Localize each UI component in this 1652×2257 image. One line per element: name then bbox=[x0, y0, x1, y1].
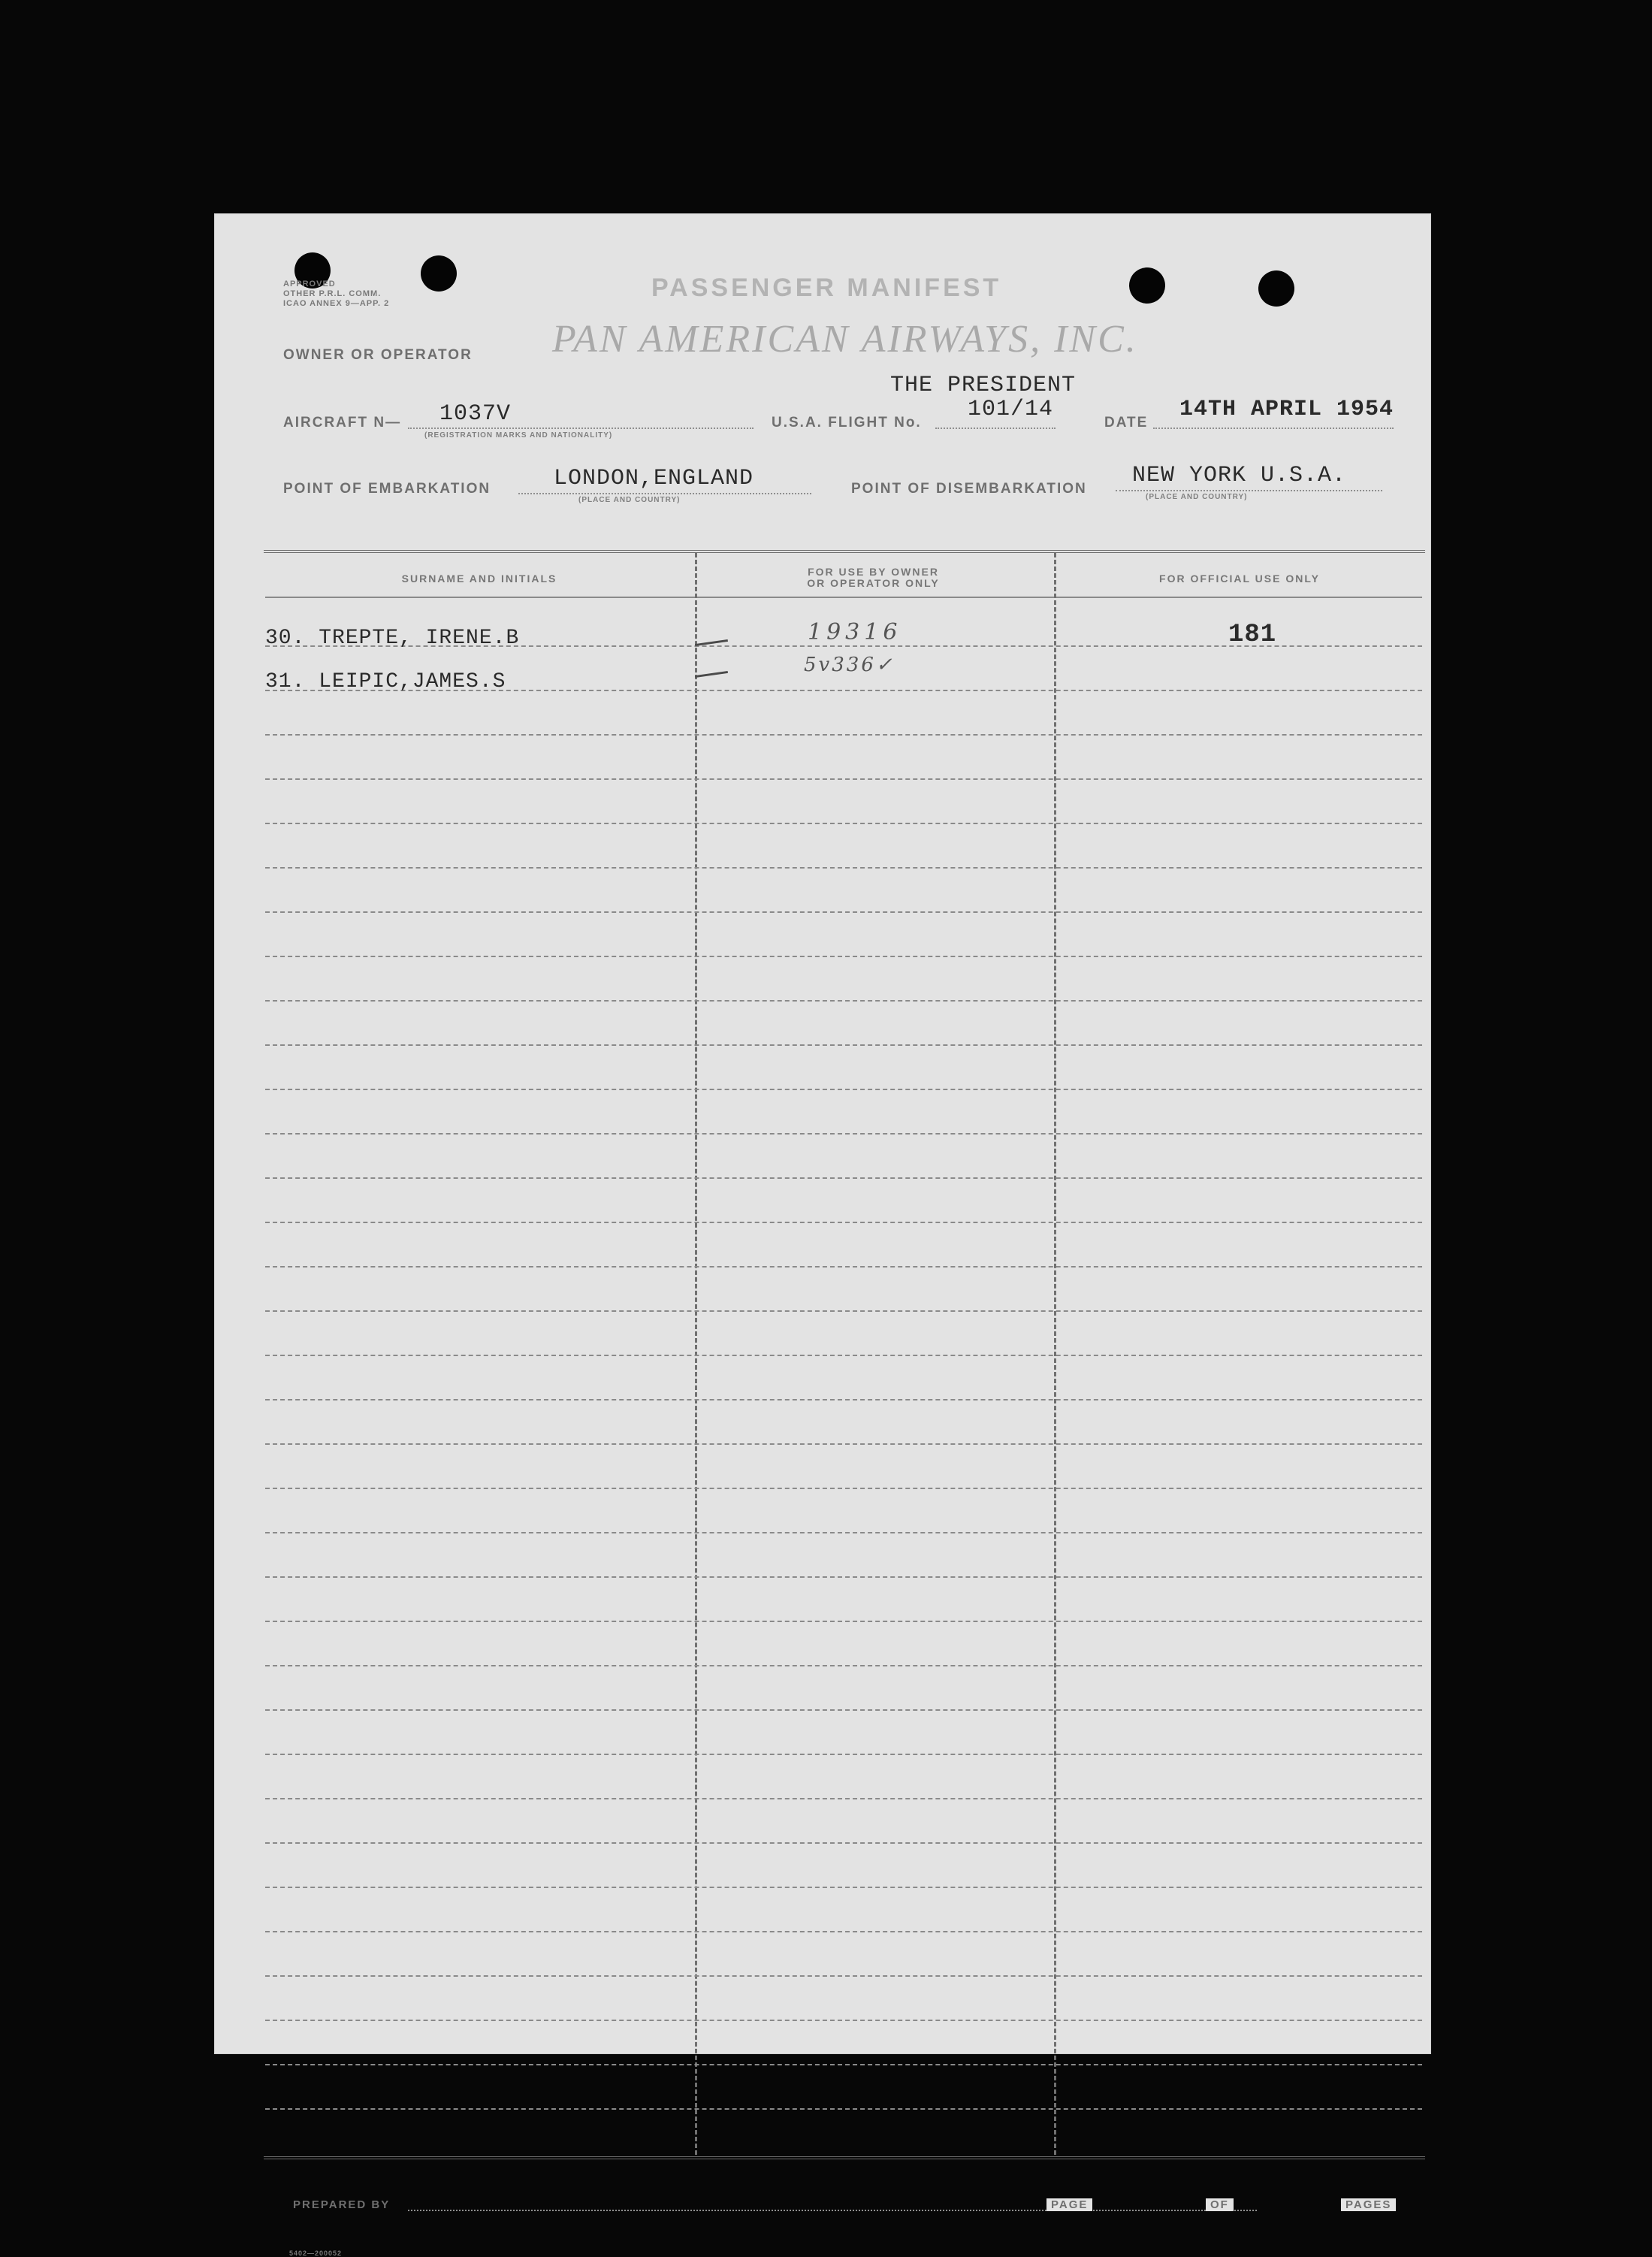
row-rule bbox=[265, 1000, 1422, 1002]
row-rule bbox=[265, 1089, 1422, 1090]
col-owner-line: OR OPERATOR ONLY bbox=[807, 577, 940, 589]
aircraft-sub: (REGISTRATION MARKS AND NATIONALITY) bbox=[424, 431, 613, 440]
row-rule bbox=[265, 1931, 1422, 1932]
row-rule bbox=[265, 1266, 1422, 1267]
row-rule bbox=[265, 867, 1422, 869]
embark-label: POINT OF EMBARKATION bbox=[283, 481, 491, 497]
flight-label: U.S.A. FLIGHT No. bbox=[772, 415, 922, 431]
disembark-label: POINT OF DISEMBARKATION bbox=[851, 481, 1087, 497]
header-rule bbox=[265, 597, 1422, 598]
embark-sub: (PLACE AND COUNTRY) bbox=[578, 496, 681, 504]
col-official-header: FOR OFFICIAL USE ONLY bbox=[1159, 573, 1320, 585]
row-rule bbox=[265, 1044, 1422, 1046]
row-rule bbox=[265, 2108, 1422, 2110]
passenger-name: 30. TREPTE, IRENE.B bbox=[265, 627, 520, 650]
row-rule bbox=[265, 1887, 1422, 1888]
prepared-by-label: PREPARED BY bbox=[293, 2198, 391, 2211]
approval-line: OTHER P.R.L. COMM. bbox=[283, 289, 382, 298]
disembark-sub: (PLACE AND COUNTRY) bbox=[1146, 493, 1248, 501]
punch-hole bbox=[1258, 270, 1294, 307]
row-rule bbox=[265, 1842, 1422, 1844]
row-rule bbox=[265, 823, 1422, 824]
row-rule bbox=[265, 1665, 1422, 1666]
owner-label: OWNER OR OPERATOR bbox=[283, 347, 473, 363]
approval-line: ICAO ANNEX 9—APP. 2 bbox=[283, 299, 390, 308]
tick-mark bbox=[695, 671, 728, 678]
row-rule bbox=[265, 1177, 1422, 1179]
column-divider bbox=[1054, 553, 1056, 2155]
row-rule bbox=[265, 1399, 1422, 1400]
row-rule bbox=[265, 778, 1422, 780]
owner-entry: 5v336✓ bbox=[804, 654, 895, 676]
row-rule bbox=[265, 1709, 1422, 1711]
form-number: 5402—200052 bbox=[289, 2249, 343, 2257]
row-rule bbox=[265, 2064, 1422, 2065]
row-rule bbox=[265, 1310, 1422, 1312]
aircraft-label: AIRCRAFT N— bbox=[283, 415, 402, 431]
passenger-name: 31. LEIPIC,JAMES.S bbox=[265, 670, 506, 693]
owner-value: PAN AMERICAN AIRWAYS, INC. bbox=[552, 318, 1138, 361]
flight-value: 101/14 bbox=[968, 397, 1054, 422]
approval-block bbox=[283, 279, 389, 309]
row-rule bbox=[265, 1621, 1422, 1622]
row-rule bbox=[265, 1355, 1422, 1356]
row-rule bbox=[265, 1576, 1422, 1578]
row-rule bbox=[265, 956, 1422, 957]
table-top-rule bbox=[264, 550, 1425, 553]
row-rule bbox=[265, 1222, 1422, 1223]
approval-line: APPROVED bbox=[283, 279, 336, 289]
row-rule bbox=[265, 1754, 1422, 1755]
row-rule bbox=[265, 1443, 1422, 1445]
row-rule bbox=[265, 2020, 1422, 2021]
disembark-value: NEW YORK U.S.A. bbox=[1132, 463, 1347, 488]
date-label: DATE bbox=[1104, 415, 1149, 431]
page-label: PAGE bbox=[1046, 2198, 1092, 2211]
official-entry: 181 bbox=[1228, 621, 1277, 649]
of-label: OF bbox=[1206, 2198, 1234, 2211]
column-divider bbox=[695, 553, 697, 2155]
pages-label: PAGES bbox=[1341, 2198, 1396, 2211]
row-rule bbox=[265, 911, 1422, 913]
aircraft-value: 1037V bbox=[439, 401, 512, 427]
form-title: PASSENGER MANIFEST bbox=[651, 273, 1002, 302]
col-surname-header: SURNAME AND INITIALS bbox=[401, 573, 557, 585]
row-rule bbox=[265, 1532, 1422, 1533]
punch-hole bbox=[421, 255, 457, 292]
col-owner-line: FOR USE BY OWNER bbox=[808, 566, 939, 578]
punch-hole bbox=[1129, 267, 1165, 304]
row-rule bbox=[265, 734, 1422, 736]
table-bottom-rule bbox=[264, 2156, 1425, 2159]
col-owner-header bbox=[695, 567, 1052, 589]
row-rule bbox=[265, 1133, 1422, 1135]
embark-value: LONDON,ENGLAND bbox=[554, 466, 754, 491]
date-value: 14TH APRIL 1954 bbox=[1179, 397, 1394, 422]
manifest-sheet bbox=[214, 213, 1431, 2257]
row-rule bbox=[265, 1488, 1422, 1489]
flight-name: THE PRESIDENT bbox=[890, 373, 1077, 398]
row-rule bbox=[265, 1798, 1422, 1799]
row-rule bbox=[265, 1975, 1422, 1977]
owner-entry: 19316 bbox=[808, 619, 902, 645]
